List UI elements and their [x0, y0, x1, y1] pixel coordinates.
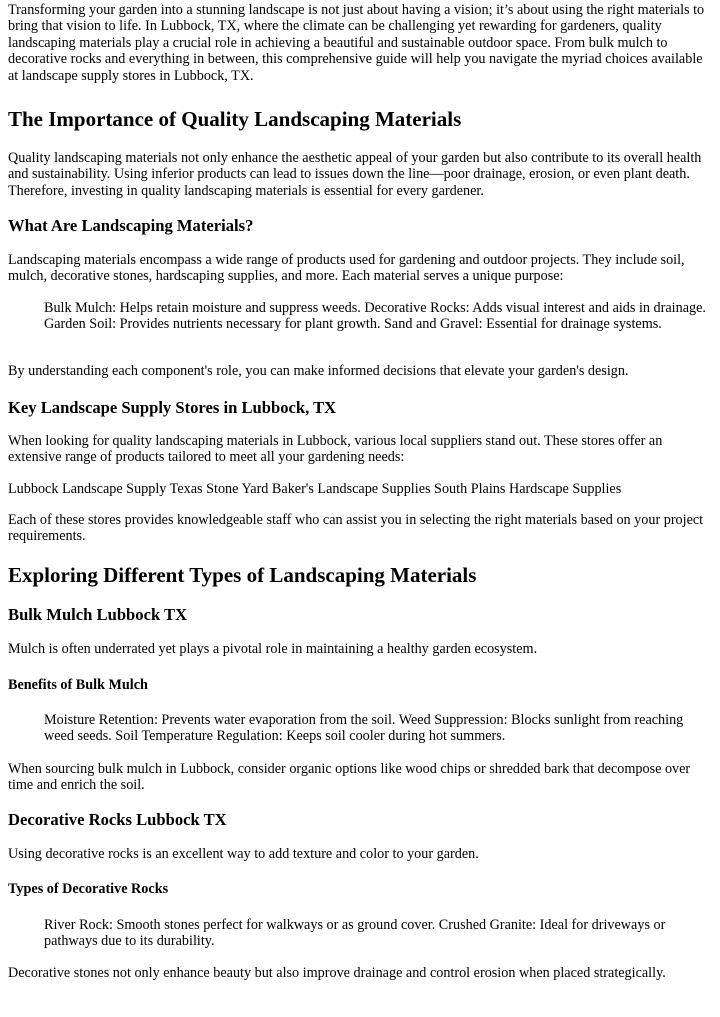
mulch-paragraph: Mulch is often underrated yet plays a pivotal role in maintaining a healthy garden ecosystem.: [8, 641, 538, 657]
rocks-paragraph: Using decorative rocks is an excellent way to add texture and color to your garden.: [8, 846, 479, 862]
rocks-blockquote: River Rock: Smooth stones perfect for walkways or as ground cover. Crushed Granite: Ideal for driveways or pathways due to its durability.: [44, 917, 666, 950]
heading-what-are: What Are Landscaping Materials?: [8, 216, 254, 235]
importance-paragraph: Quality landscaping materials not only enhance the aesthetic appeal of your garden but also contribute to its overall health and sustainability. Using inferior products can lead to issues down the line—poor drainage, erosion, or even plant death. Therefore, investing in quality landscaping materials is essential for every gardener.: [8, 150, 702, 199]
what-are-paragraph: Landscaping materials encompass a wide range of products used for gardening and outdoor projects. They include soil, mulch, decorative stones, hardscaping supplies, and more. Each material serves a unique purpose:: [8, 252, 685, 285]
heading-benefits-mulch: Benefits of Bulk Mulch: [8, 677, 148, 693]
mulch-blockquote: Moisture Retention: Prevents water evaporation from the soil. Weed Suppression: Blocks sunlight from reaching weed seeds. Soil Temperature Regulation: Keeps soil cooler during hot summers.: [44, 712, 684, 745]
stores-paragraph: When looking for quality landscaping materials in Lubbock, various local suppliers stand out. These stores offer an extensive range of products tailored to meet all your gardening needs:: [8, 433, 663, 466]
intro-paragraph: Transforming your garden into a stunning landscape is not just about having a vision; it’s about using the right materials to bring that vision to life. In Lubbock, TX, where the climate can be challenging yet rewarding for gardeners, quality landscaping materials play a crucial role in achieving a beautiful and sustainable outdoor space. From bulk mulch to decorative rocks and everything in between, this comprehensive guide will help you navigate the myriad choices available at landscape supply stores in Lubbock, TX.: [8, 2, 705, 84]
what-are-after-paragraph: By understanding each component's role, you can make informed decisions that elevate your garden's design.: [8, 363, 629, 379]
mulch-after-paragraph: When sourcing bulk mulch in Lubbock, consider organic options like wood chips or shredded bark that decompose over time and enrich the soil.: [8, 761, 691, 794]
rocks-after-paragraph: Decorative stones not only enhance beauty but also improve drainage and control erosion when placed strategically.: [8, 965, 666, 981]
heading-decorative-rocks: Decorative Rocks Lubbock TX: [8, 810, 227, 829]
heading-types-rocks: Types of Decorative Rocks: [8, 881, 169, 897]
stores-after-paragraph: Each of these stores provides knowledgeable staff who can assist you in selecting the right materials based on your project requirements.: [8, 512, 704, 545]
heading-types: Exploring Different Types of Landscaping Materials: [8, 563, 477, 587]
heading-importance: The Importance of Quality Landscaping Materials: [8, 107, 462, 131]
stores-list: Lubbock Landscape Supply Texas Stone Yard Baker's Landscape Supplies South Plains Hardscape Supplies: [8, 481, 622, 497]
heading-stores: Key Landscape Supply Stores in Lubbock, TX: [8, 398, 337, 417]
heading-bulk-mulch: Bulk Mulch Lubbock TX: [8, 605, 188, 624]
materials-blockquote: Bulk Mulch: Helps retain moisture and suppress weeds. Decorative Rocks: Adds visual interest and aids in drainage. Garden Soil: Provides nutrients necessary for plant growth. Sand and Gravel: Essential for drainage systems.: [44, 300, 706, 333]
